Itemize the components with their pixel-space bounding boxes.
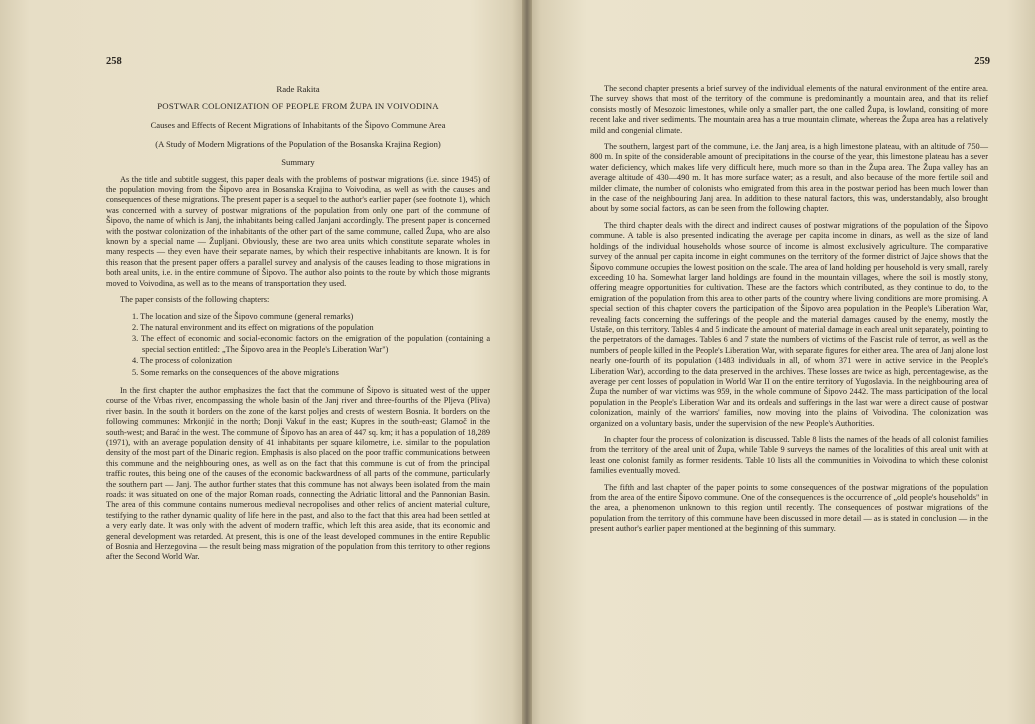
chapter-item: 4. The process of colonization: [132, 356, 233, 366]
chapter-item: 2. The natural environment and its effect on migrations of the population: [132, 322, 374, 332]
article-title: POSTWAR COLONIZATION OF PEOPLE FROM ŽUPA IN VOIVODINA: [157, 101, 439, 112]
page-number-left: 258: [106, 56, 122, 67]
summary-paragraph-5: The third chapter deals with the direct and indirect causes of postwar migrations of the population of the Šipovo commune. A table is also presented indicating the average per capita income in dinars, as well as the size of land holdings of the individual households whose source of income is almost exclusively agriculture. The comparative survey of the annual per capita income in eight communes on the territory of the former district of Jajce shows that the Šipovo commune occupies the lowest position on the scale. The area of land holding per household is very small, rarely exceeding 10 ha. Somewhat larger land holdings are found in the mountain villages, where the soil is mostly stony, offering meagre opportunities for cultivation. These are the factors which contributed, as they continue to do, to the emigration of the population from this area to other parts of the country where living conditions are more promising. A special section of this chapter covers the participation of the Šipovo area population in the People's Liberation War, revealing facts concerning the sufferings of the people and the material damages caused by the enemy, mostly the Ustaše, on this territory. Tables 4 and 5 indicate the amount of material damage in each areal unit separately, pointing to the perpetrators of the damages. Tables 6 and 7 state the numbers of victims of the Fascist rule of terror, as well as the numbers of people killed in the People's Liberation War, with separate figures for either area. The area of Janj alone lost nearly one-fourth of its population (1483 individuals in all, of whom 371 were in active service in the People's Liberation War), according to the data preserved in the archives. These losses are twice as high, percentagewise, as the average per cent losses of population in World War II on the entire territory of Yugoslavia. In the neighbouring area of Župa the number of war victims was 959, in the whole commune of Šipovo 2442. The mass participation of the local population in the People's Liberation War and its ordeals and sufferings in the last war were a direct cause of postwar colonization, mainly of the warriors' families, now moving into the plains of Voivodina. The colonization was organized on a voluntary basis, under the supervision of the new People's Authorities.: [590, 220, 988, 428]
book-gutter: [522, 0, 532, 724]
summary-paragraph-7: The fifth and last chapter of the paper points to some consequences of the postwar migrations of the population from the area of the entire Šipovo commune. One of the consequences is the occurrence of „old people's households" in the area, a phenomenon unknown to this region until recently. The consequences of postwar migrations of the population from the territory of this commune have been discussed in more detail — as is stated in conclusion — in the present author's earlier paper mentioned at the beginning of this summary.: [590, 482, 988, 534]
summary-paragraph-6: In chapter four the process of colonization is discussed. Table 8 lists the names of the heads of all colonist families from the territory of the areal unit of Župa, while Table 9 surveys the names of the localities of this areal unit with at least one colonist family as former residents. Table 10 lists all the communities in Voivodina to which these colonist families eventually moved.: [590, 435, 988, 476]
right-page: [527, 0, 1035, 724]
summary-paragraph-4: The southern, largest part of the commune, i.e. the Janj area, is a high limestone plateau, with an altitude of 750—800 m. In spite of the considerable amount of precipitations in the course of the year, this limestone plateau has a sever water deficiency, which makes life very difficult here, much more so than in the Župa area. The Župa valley has an average altitude of 430—490 m. It has more surface water; as a result, and also because of the more fertile soil and milder climate, the number of colonists who emigrated from this area in the postwar period has been much lower than in the case of the neighbouring Janj area. In addition to these natural factors, this was, understandably, also brought about by some social factors, as can be seen from the following chapter.: [590, 142, 988, 214]
chapters-intro: The paper consists of the following chapters:: [120, 295, 270, 305]
page-number-right: 259: [974, 56, 990, 67]
right-page-text-column: [590, 84, 988, 541]
chapter-item: 5. Some remarks on the consequences of the above migrations: [132, 367, 339, 377]
chapter-item: 1. The location and size of the Šipovo commune (general remarks): [132, 311, 354, 321]
left-page-text-column: [106, 84, 490, 569]
summary-paragraph-3: The second chapter presents a brief survey of the individual elements of the natural environment of the entire area. The survey shows that most of the territory of the commune is predominantly a mountain area, and that its relief consists mostly of Mesozoic limestones, while only a smaller part, the one called Župa, is lowland, consiting of more recent lake and river sediments. The mountain area has a true mountain climate, whereas the Župa area has a relatively mild and congenial climate.: [590, 84, 988, 135]
summary-heading: Summary: [281, 157, 315, 168]
summary-paragraph-2: In the first chapter the author emphasizes the fact that the commune of Šipovo is situated west of the upper course of the Vrbas river, encompassing the whole basin of the Janj river and three-fourths of the Pljeva (Pliva) river basin. In the south it borders on the zone of the karst poljes and crests of western Bosnia. It borders on the following communes: Mrkonjić in the north; Donji Vakuf in the east; Kupres in the south-east; Glamoč in the south-west; and Barać in the west. The commune of Šipovo has an area of 447 sq. km; it has a population of 18,289 (1971), with an average population density of 41 inhabitants per square kilometre, i.e. similar to the population density of the most part of the Dinaric region. Emphasis is also placed on the poor traffic communications between this commune and the neighbouring ones, as well as on the fact that this commune is cut of from the principal traffic routes, this being one of the causes of the economic backwardness of all parts of the commune, particularly the southern part — Janj. The author further states that this commune has not always been isolated from the main roads: it was situated on one of the major Roman roads, connecting the Adriatic littoral and the Pannonian Basin. The area of this commune contains numerous medieval necropolises and other relics of ancient material culture, testifying to the rather dynamic quality of life here in the past, and also to the fact that this area had been settled at a very early date. It was only with the advent of modern traffic, which left this area aside, that its economic and general development was retarded. At present, this is one of the least developed communes in the entire Republic of Bosnia and Herzegovina — the result being mass migration of the population from this territory to other regions after the Second World War.: [106, 385, 490, 562]
summary-paragraph-1: As the title and subtitle suggest, this paper deals with the problems of postwar migrations (i.e. since 1945) of the population moving from the Šipovo area in Bosanska Krajina to Voivodina, as well as with the causes and consequences of these migrations. The present paper is a sequel to the author's earlier paper (see footnote 1), which was concerned with a survey of postwar migrations of the population from only one part of the commune of Šipovo, the name of which is Janj, the inhabitants being called Janjani accordingly. The present paper is concerned with the postwar colonization of the inhabitants of the other part of the same commune, called Župa, who are also known by a special name — Župljani. Obviously, these are two area units which constitute separate wholes in many respects — they even have their separate names, by which their respective inhabitants are known. It is for this reason that the present paper offers a parallel survey and analysis of the causes leading to those migrations in both areal units, i.e. in the entire commune of Šipovo. The author also points to the route by which those migrants moved to Voivodina, as well as to the means of transportation they used.: [106, 174, 490, 288]
chapters-list: [106, 312, 490, 378]
article-subtitle-secondary: (A Study of Modern Migrations of the Population of the Bosanska Krajina Region): [155, 138, 441, 149]
chapter-item: 3. The effect of economic and social-economic factors on the emigration of the population (containing a special section entitled: „The Šipovo area in the People's Liberation War"): [132, 334, 490, 354]
author-name: Rade Rakita: [276, 84, 320, 94]
article-subtitle: Causes and Effects of Recent Migrations of Inhabitants of the Šipovo Commune Area: [150, 119, 446, 130]
